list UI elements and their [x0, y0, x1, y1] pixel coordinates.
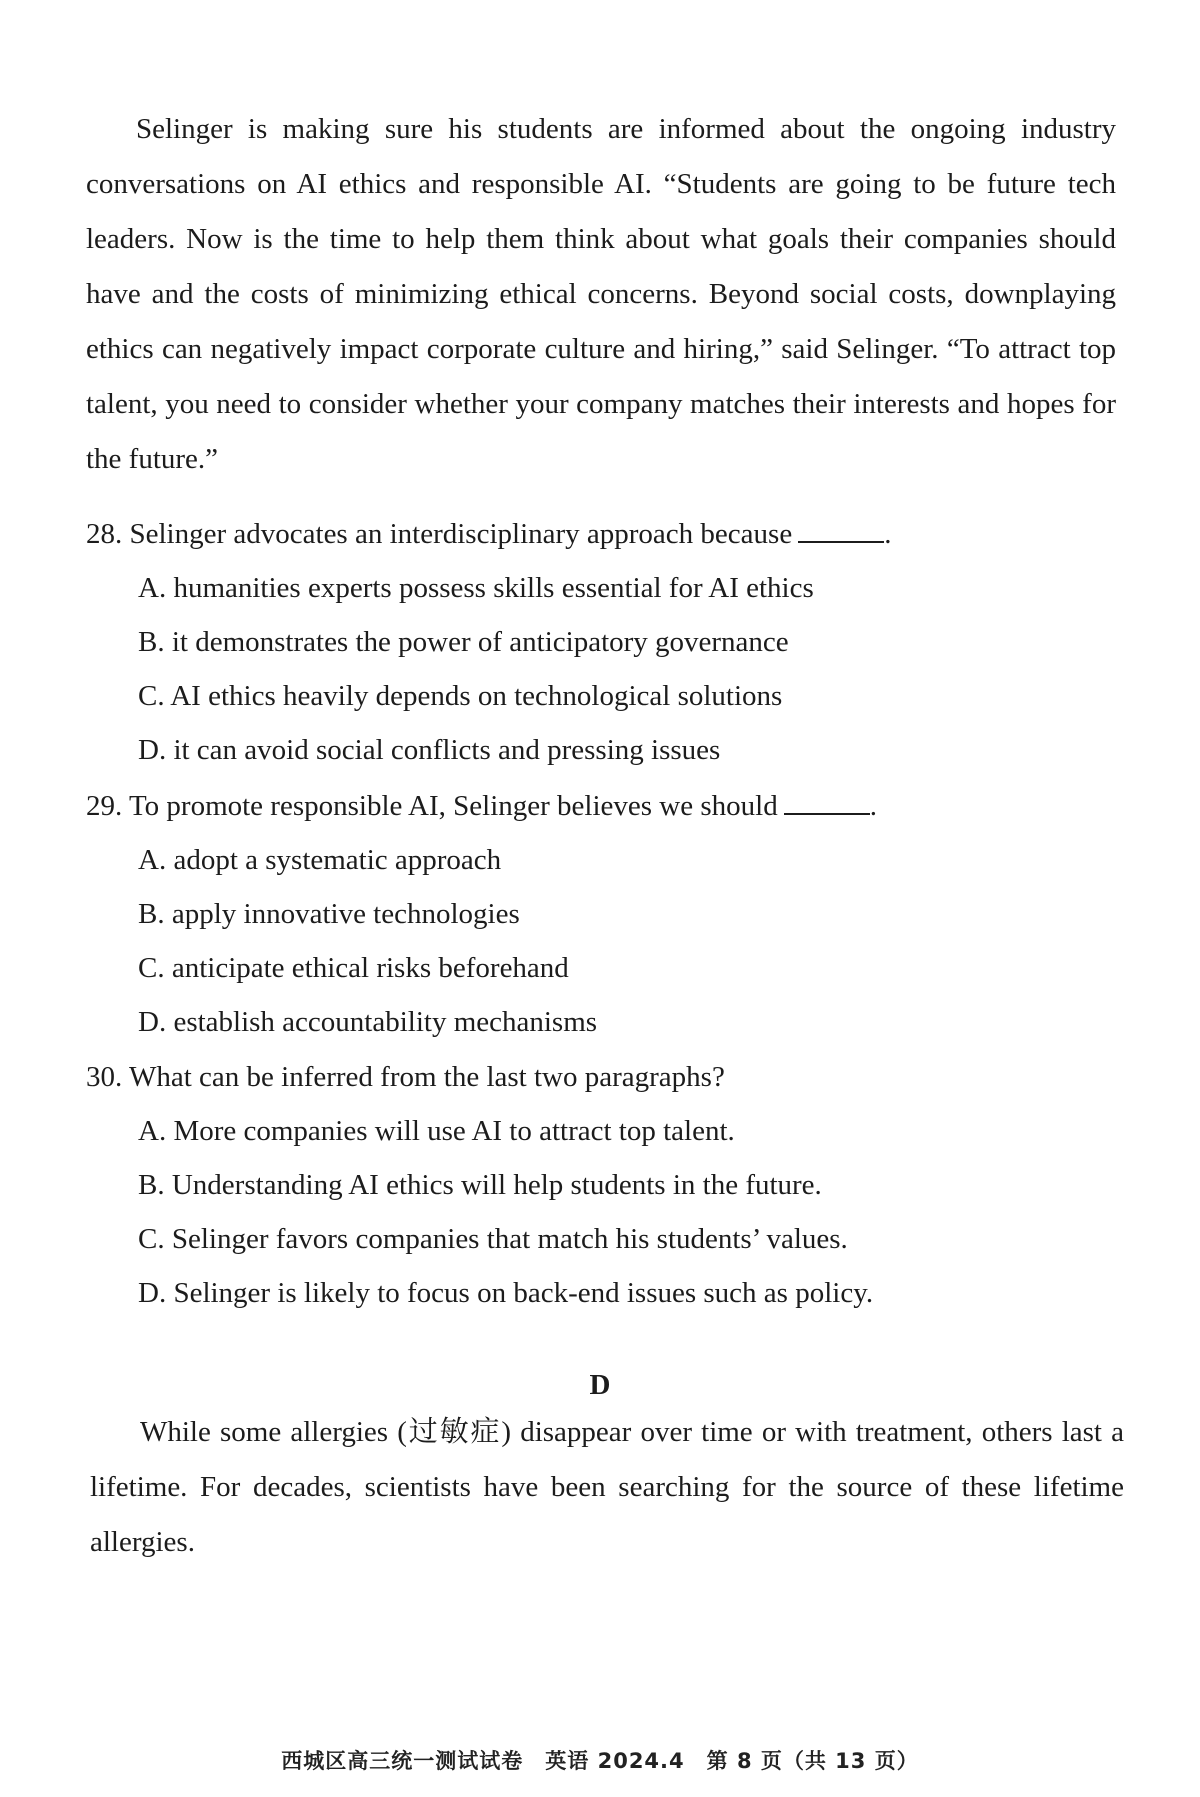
question-stem	[86, 779, 1116, 833]
question-stem-text: 30. What can be inferred from the last two paragraphs?	[86, 1061, 725, 1093]
question-29	[86, 779, 1116, 1049]
question-30	[86, 1050, 1116, 1320]
answer-blank	[784, 813, 870, 815]
question-stem-text: 29. To promote responsible AI, Selinger believes we should	[86, 790, 778, 822]
option-a: A. humanities experts possess skills essential for AI ethics	[138, 572, 814, 604]
question-28	[86, 507, 1116, 777]
option-c: C. Selinger favors companies that match his students’ values.	[138, 1223, 848, 1255]
option-d: D. it can avoid social conflicts and pressing issues	[138, 734, 721, 766]
section-d-paragraph: While some allergies (过敏症) disappear over time or with treatment, others last a lifetime. For decades, scientists have been searching for the source of these lifetime allergies.	[90, 1416, 1124, 1558]
option-d: D. Selinger is likely to focus on back-end issues such as policy.	[138, 1277, 874, 1309]
option-b: B. Understanding AI ethics will help students in the future.	[138, 1169, 822, 1201]
section-heading: D	[589, 1369, 611, 1401]
option-a: A. More companies will use AI to attract top talent.	[138, 1115, 735, 1147]
question-stem	[86, 507, 1116, 561]
stem-period: .	[884, 518, 892, 550]
option-b: B. it demonstrates the power of anticipatory governance	[138, 626, 789, 658]
page-footer: 西城区高三统一测试试卷 英语 2024.4 第 8 页（共 13 页）	[281, 1749, 919, 1773]
passage-paragraph: Selinger is making sure his students are informed about the ongoing industry conversations on AI ethics and responsible AI. “Students are going to be future tech leaders. Now is the time to help them think about what goals their companies should have and the costs of minimizing ethical concerns. Beyond social costs, downplaying ethics can negatively impact corporate culture and hiring,” said Selinger. “To attract top talent, you need to consider whether your company matches their interests and hopes for the future.”	[86, 113, 1116, 475]
question-stem-text: 28. Selinger advocates an interdisciplinary approach because	[86, 518, 793, 550]
option-c: C. AI ethics heavily depends on technological solutions	[138, 680, 783, 712]
option-c: C. anticipate ethical risks beforehand	[138, 952, 569, 984]
answer-blank	[798, 541, 884, 543]
option-b: B. apply innovative technologies	[138, 898, 520, 930]
option-d: D. establish accountability mechanisms	[138, 1006, 598, 1038]
option-a: A. adopt a systematic approach	[138, 844, 502, 876]
stem-period: .	[869, 790, 877, 822]
